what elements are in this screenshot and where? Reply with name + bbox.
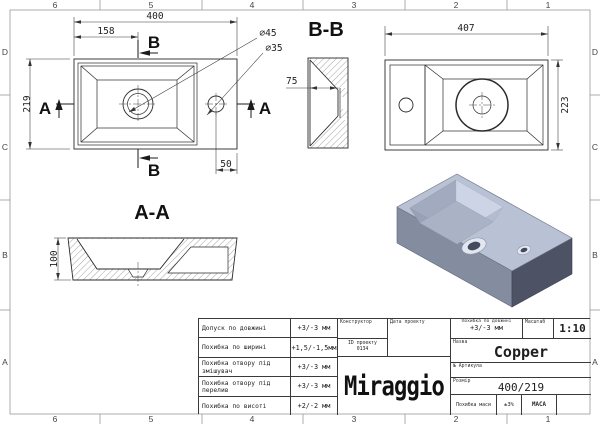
product-name: Copper bbox=[493, 343, 549, 361]
length-tolerance-value: +3/-3 мм bbox=[470, 323, 503, 332]
tolerance-label: Похибка отвору під перелив bbox=[199, 377, 291, 395]
grid-col-label: 2 bbox=[453, 0, 459, 10]
tolerance-label: Похибка по висоті bbox=[199, 397, 291, 415]
grid-col-label: 4 bbox=[249, 0, 255, 10]
tolerance-row bbox=[199, 338, 337, 357]
dim-158: 158 bbox=[97, 26, 115, 37]
section-bb-view bbox=[286, 19, 348, 148]
size-value: 400/219 bbox=[497, 381, 545, 394]
project-id-label: ID проекту bbox=[348, 341, 377, 346]
grid-row-label: D bbox=[1, 47, 9, 57]
length-tolerance-cell bbox=[451, 319, 523, 338]
tolerance-value: +1,5/-1,5мм bbox=[291, 343, 337, 352]
article-row bbox=[451, 363, 591, 378]
grid-row-label: D bbox=[591, 47, 599, 57]
label-dia-45: ⌀45 bbox=[259, 28, 277, 39]
grid-row-label: B bbox=[2, 250, 8, 260]
section-aa-view bbox=[49, 202, 237, 288]
grid-row-label: A bbox=[2, 357, 8, 367]
brand-logo bbox=[338, 357, 451, 415]
tolerance-row bbox=[199, 377, 337, 396]
bottom-view-dimensions bbox=[385, 26, 563, 150]
dim-100: 100 bbox=[49, 250, 60, 268]
mass-value-cell bbox=[557, 395, 591, 415]
top-view bbox=[74, 59, 237, 149]
section-letter-b-top: B bbox=[147, 33, 161, 52]
size-label: Розмір bbox=[453, 379, 471, 384]
grid-col-label: 3 bbox=[351, 414, 357, 424]
tolerance-value: +2/-2 мм bbox=[297, 401, 331, 410]
dim-400: 400 bbox=[146, 11, 164, 22]
project-id bbox=[338, 341, 387, 353]
scale-row bbox=[451, 319, 591, 339]
tolerance-row bbox=[199, 397, 337, 415]
label-dia-35: ⌀35 bbox=[265, 43, 283, 54]
tolerance-label: Похибка отвору під змішувач bbox=[199, 358, 291, 376]
dim-75: 75 bbox=[286, 76, 298, 87]
grid-col-label: 2 bbox=[453, 414, 459, 424]
section-letter-b-bottom: B bbox=[147, 161, 161, 180]
section-aa-title: A-A bbox=[134, 202, 170, 224]
grid-row-label: C bbox=[591, 142, 599, 152]
grid-col-label: 5 bbox=[148, 414, 154, 424]
tolerance-value: +3/-3 мм bbox=[297, 324, 331, 333]
grid-col-label: 1 bbox=[545, 0, 551, 10]
grid-row-label: B bbox=[592, 250, 598, 260]
constructor-label: Конструктор bbox=[340, 320, 372, 325]
dim-50: 50 bbox=[220, 159, 232, 170]
bottom-view-arrowheads bbox=[385, 32, 560, 150]
grid-col-label: 5 bbox=[148, 0, 154, 10]
grid-col-label: 3 bbox=[351, 0, 357, 10]
scale-value: 1:10 bbox=[559, 322, 586, 335]
dim-219: 219 bbox=[22, 95, 33, 113]
project-date-cell bbox=[388, 319, 450, 356]
grid-row-label: C bbox=[1, 142, 9, 152]
scale-cell bbox=[523, 319, 554, 338]
title-block-right bbox=[451, 319, 591, 415]
section-bb-title: B-B bbox=[308, 19, 344, 41]
mass-tolerance-label: Похибка маси bbox=[451, 395, 497, 415]
tolerance-row bbox=[199, 358, 337, 377]
dim-407: 407 bbox=[457, 23, 475, 34]
mass-label: МАСА bbox=[522, 395, 557, 415]
length-tolerance-label: Похибка по довжині bbox=[461, 319, 512, 324]
constructor-cell bbox=[338, 319, 388, 356]
brand-logo-text: Miraggio bbox=[344, 370, 445, 402]
project-id-value: 0134 bbox=[356, 346, 369, 352]
tolerance-value: +3/-3 мм bbox=[297, 382, 331, 391]
grid-col-label: 1 bbox=[545, 414, 551, 424]
dim-223: 223 bbox=[560, 96, 571, 114]
bottom-view bbox=[385, 60, 548, 150]
scale-label: Масштаб bbox=[525, 320, 546, 325]
grid-col-label: 6 bbox=[52, 414, 58, 424]
sink-3d-render bbox=[397, 174, 572, 307]
tolerance-label: Похибка по ширині bbox=[199, 338, 291, 356]
tolerance-label: Допуск по довжині bbox=[199, 319, 291, 337]
grid-row-label: A bbox=[592, 357, 598, 367]
mass-row bbox=[451, 395, 591, 415]
grid-col-label: 6 bbox=[52, 0, 58, 10]
name-row bbox=[451, 339, 591, 363]
title-block bbox=[198, 318, 590, 414]
section-letter-a-right: A bbox=[258, 99, 272, 118]
tolerance-value: +3/-3 мм bbox=[297, 363, 331, 372]
section-letter-a-left: A bbox=[38, 99, 52, 118]
mass-tolerance-value: ±3% bbox=[497, 395, 522, 415]
size-row bbox=[451, 378, 591, 395]
name-label: Назва bbox=[453, 340, 468, 345]
grid-col-label: 4 bbox=[249, 414, 255, 424]
project-date-label: Дата проекту bbox=[390, 320, 425, 325]
tolerance-row bbox=[199, 319, 337, 338]
article-label: № Артикула bbox=[453, 364, 482, 369]
tolerance-table bbox=[199, 319, 338, 415]
title-block-middle bbox=[338, 319, 451, 415]
